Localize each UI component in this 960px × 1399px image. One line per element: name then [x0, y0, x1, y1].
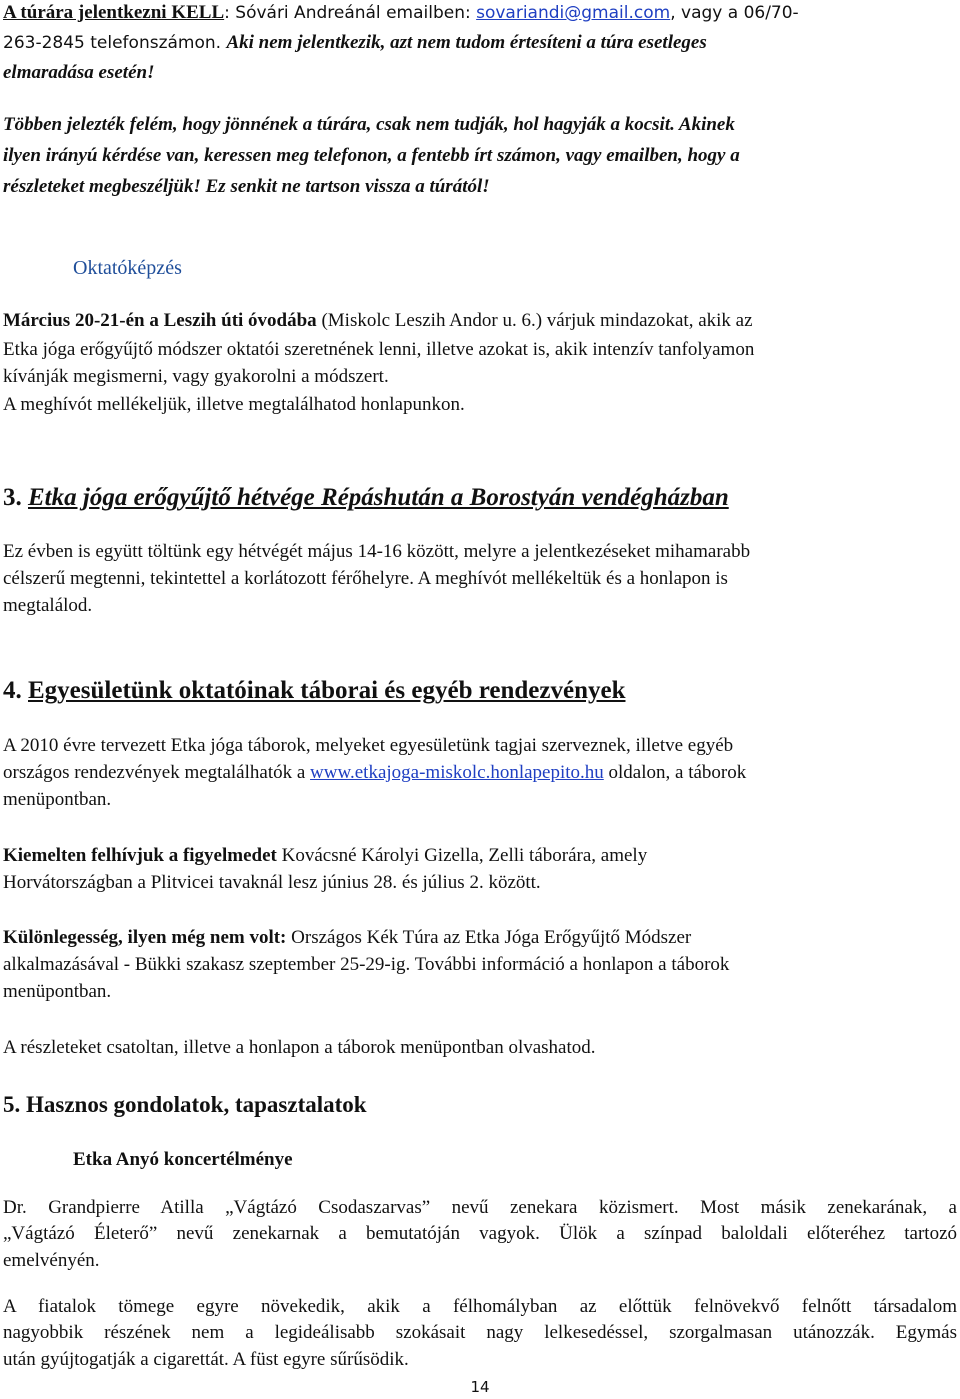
section-4-number: 4. — [3, 677, 28, 704]
oktato-line-3: kívánják megismerni, vagy gyakorolni a módszert. — [3, 366, 389, 387]
section-5-subheading: Etka Anyó koncertélménye — [73, 1149, 293, 1170]
section-3-heading — [3, 482, 729, 514]
section-3-number: 3. — [3, 484, 28, 511]
signup-line-1 — [3, 0, 799, 26]
s4-p2-line-1 — [3, 843, 647, 869]
oktato-line-2: Etka jóga erőgyűjtő módszer oktatói szeretnének lenni, illetve azokat is, akik intenzív tanfolyamon — [3, 339, 755, 360]
highlight-label: Kiemelten felhívjuk a figyelmedet — [3, 845, 277, 866]
website-link[interactable]: www.etkajoga-miskolc.honlapepito.hu — [310, 762, 604, 783]
s4-p1-line-3: menüpontban. — [3, 789, 112, 810]
s5-p2-line-2: nagyobbik részének nem a legideálisabb szokásait nagy lelkesedéssel, szorgalmasan utánozzák. Egymás — [3, 1322, 957, 1343]
s4-p1-line-2 — [3, 760, 746, 786]
oktato-date-place: Március 20-21-én a Leszih úti óvodába — [3, 310, 317, 331]
s4-p3-line-3: menüpontban. — [3, 981, 112, 1002]
s5-p2-line-1: A fiatalok tömege egyre növekedik, akik a félhomályban az előttük felnövekvő felnőtt társadalom — [3, 1296, 957, 1317]
phone-prefix: , vagy a 06/70- — [670, 3, 799, 23]
s4-p2-text: Kovácsné Károlyi Gizella, Zelli táborára, amely — [276, 845, 648, 866]
parking-line-1: Többen jelezték felém, hogy jönnének a túrára, csak nem tudják, hol hagyják a kocsit. Akinek — [3, 114, 735, 135]
s4-p1-line-1: A 2010 évre tervezett Etka jóga táborok, melyeket egyesületünk tagjai szerveznek, illetve egyéb — [3, 735, 734, 756]
signup-contact-text: : Sóvári Andreánál emailben: — [224, 3, 477, 23]
signup-required-label: A túrára jelentkezni KELL — [3, 2, 225, 23]
special-label: Különlegesség, ilyen még nem volt: — [3, 927, 287, 948]
s5-p2-line-3: után gyújtogatják a cigarettát. A füst egyre sűrűsödik. — [3, 1349, 409, 1370]
oktatokepzes-heading: Oktatóképzés — [73, 257, 182, 279]
s4-p2-line-2: Horvátországban a Plitvicei tavaknál lesz június 28. és július 2. között. — [3, 872, 541, 893]
signup-line-3: elmaradása esetén! — [3, 62, 155, 83]
section-4-title: Egyesületünk oktatóinak táborai és egyéb rendezvények — [28, 677, 626, 704]
s4-p3-line-1 — [3, 925, 691, 951]
s4-p1-suffix: oldalon, a táborok — [603, 762, 747, 783]
section-5-heading: 5. Hasznos gondolatok, tapasztalatok — [3, 1092, 367, 1117]
s4-p3-text: Országos Kék Túra az Etka Jóga Erőgyűjtő Módszer — [286, 927, 692, 948]
section-3-title: Etka jóga erőgyűjtő hétvége Répáshután a Borostyán vendégházban — [28, 484, 729, 511]
phone-rest: 263-2845 telefonszámon. — [3, 33, 227, 53]
section-4-heading — [3, 675, 625, 707]
signup-warning: Aki nem jelentkezik, azt nem tudom értesíteni a túra esetleges — [226, 32, 707, 53]
oktato-address-text: (Miskolc Leszih Andor u. 6.) várjuk mindazokat, akik az — [316, 310, 753, 331]
parking-line-3: részleteket megbeszéljük! Ez senkit ne tartson vissza a túrától! — [3, 176, 490, 197]
s4-p1-prefix: országos rendezvények megtalálhatók a — [3, 762, 311, 783]
oktato-line-1 — [3, 308, 753, 334]
s4-p4: A részleteket csatoltan, illetve a honlapon a táborok menüpontban olvashatod. — [3, 1037, 596, 1058]
s5-p1-line-1: Dr. Grandpierre Atilla „Vágtázó Csodaszarvas” nevű zenekara közismert. Most másik zenekarának, a — [3, 1197, 957, 1218]
s5-p1-line-2: „Vágtázó Életerő” nevű zenekarnak a bemutatóján vagyok. Ülök a színpad baloldali előteréhez tartozó — [3, 1223, 957, 1244]
s3-line-3: megtalálod. — [3, 595, 93, 616]
page-number: 14 — [470, 1378, 490, 1396]
s5-p1-line-3: emelvényén. — [3, 1250, 100, 1271]
s3-line-1: Ez évben is együtt töltünk egy hétvégét május 14-16 között, melyre a jelentkezéseket mihamarabb — [3, 541, 751, 562]
oktato-line-4: A meghívót mellékeljük, illetve megtalálhatod honlapunkon. — [3, 394, 465, 415]
s4-p3-line-2: alkalmazásával - Bükki szakasz szeptember 25-29-ig. További információ a honlapon a táborok — [3, 954, 730, 975]
signup-line-2 — [3, 30, 707, 56]
s3-line-2: célszerű megtenni, tekintettel a korlátozott férőhelyre. A meghívót mellékeltük és a honlapon is — [3, 568, 728, 589]
parking-line-2: ilyen irányú kérdése van, keressen meg telefonon, a fentebb írt számon, vagy emailben, hogy a — [3, 145, 740, 166]
email-link[interactable]: sovariandi@gmail.com — [476, 3, 671, 23]
